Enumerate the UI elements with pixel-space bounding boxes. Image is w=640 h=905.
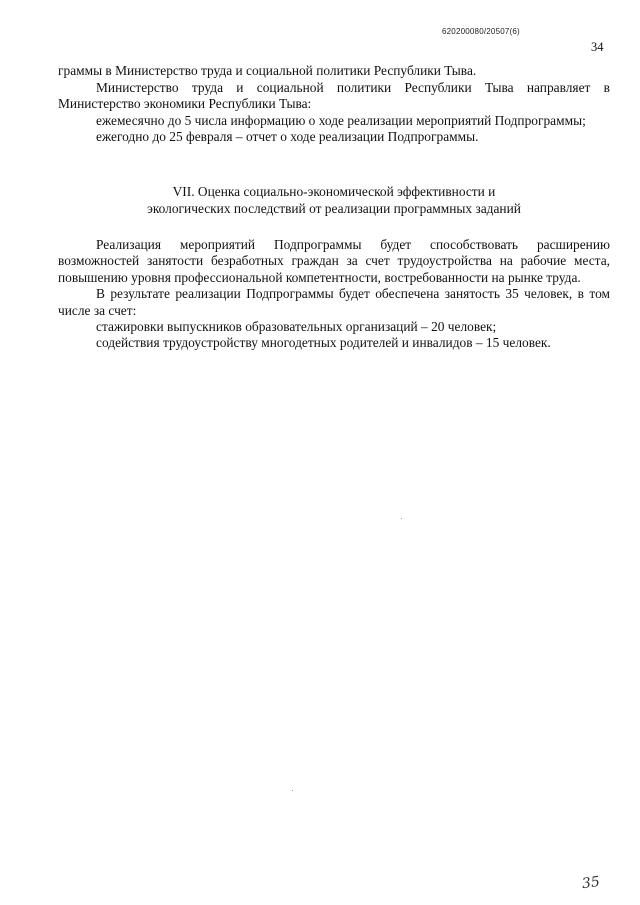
intro-paragraph-monthly: ежемесячно до 5 числа информацию о ходе реализации мероприятий Подпрограммы;	[96, 112, 586, 128]
intro-text-block	[58, 63, 610, 146]
intro-paragraph-continuation: граммы в Министерство труда и социальной политики Республики Тыва.	[58, 63, 477, 78]
intro-paragraph-ministry: Министерство труда и социальной политики Республики Тыва направляет в Министерство экономики Республики Тыва:	[58, 79, 610, 112]
scan-speck	[292, 790, 293, 791]
intro-paragraph-yearly: ежегодно до 25 февраля – отчет о ходе реализации Подпрограммы.	[96, 129, 479, 145]
page-number: 34	[591, 40, 604, 54]
section-text-block	[58, 237, 610, 352]
section-heading-line-2: экологических последствий от реализации программных заданий	[147, 201, 521, 216]
section-paragraph-employment: содействия трудоустройству многодетных родителей и инвалидов – 15 человек.	[96, 335, 551, 351]
scan-speck	[401, 518, 402, 519]
section-heading	[58, 183, 610, 217]
section-paragraph-result: В результате реализации Подпрограммы будет обеспечена занятость 35 человек, в том числе за счет:	[58, 286, 610, 318]
section-paragraph-internships: стажировки выпускников образовательных организаций – 20 человек;	[96, 319, 497, 335]
section-paragraph-implementation: Реализация мероприятий Подпрограммы будет способствовать расширению возможностей занятости безработных граждан за счет трудоустройства на рабочие места, повышению уровня профессиональной компетентности, востребованности на рынке труда.	[58, 237, 610, 285]
handwritten-page-mark: 35	[580, 873, 601, 893]
section-heading-line-1: VII. Оценка социально-экономической эффективности и	[172, 184, 496, 199]
document-code: 620200080/20507(6)	[442, 27, 520, 36]
